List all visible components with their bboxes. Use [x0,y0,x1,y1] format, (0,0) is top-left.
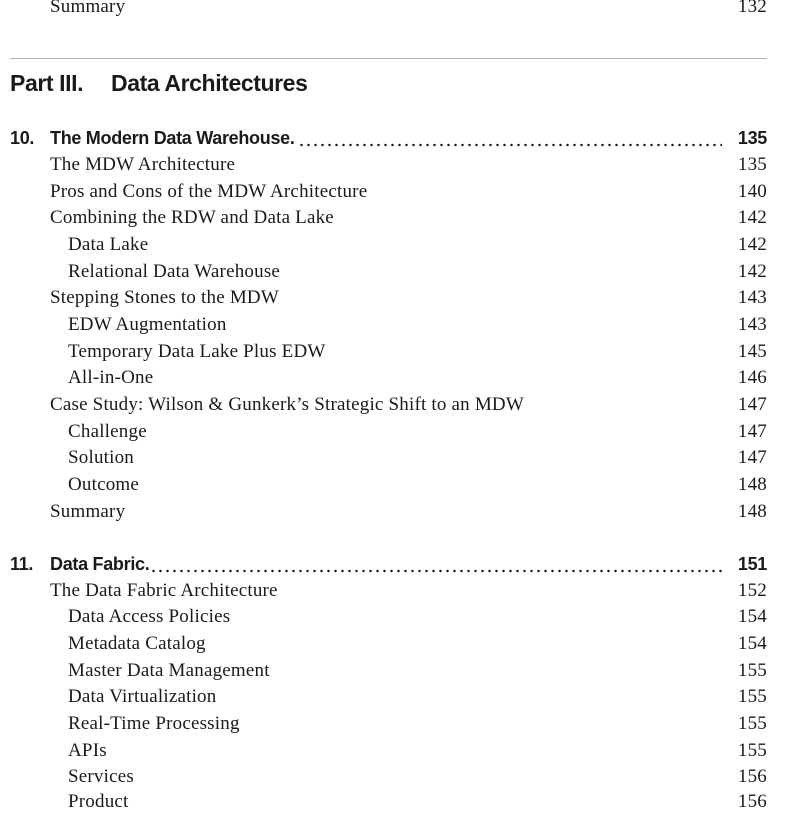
toc-subentry[interactable] [0,684,800,710]
toc-entry-label: Outcome [68,474,140,495]
toc-entry-page: 143 [737,287,767,308]
toc-entry-top-summary[interactable] [0,0,800,20]
chapter-11-heading[interactable] [0,551,800,577]
toc-entry[interactable] [0,499,800,525]
chapter-10-heading[interactable] [0,125,800,151]
toc-entry-page: 147 [737,421,767,442]
toc-entry-label: Data Access Policies [68,606,231,627]
toc-entry-page: 155 [737,740,767,761]
chapter-title: Data Fabric. [50,554,150,574]
toc-entry-label: Case Study: Wilson & Gunkerk’s Strategic Shift to an MDW [50,394,524,415]
toc-entry-label: Relational Data Warehouse [68,261,281,282]
toc-entry-page: 145 [737,341,767,362]
toc-entry-page: 148 [737,474,767,495]
toc-subentry[interactable] [0,232,800,258]
toc-entry-page: 155 [737,686,767,707]
toc-entry-page: 146 [737,367,767,388]
toc-entry[interactable] [0,578,800,604]
toc-subentry[interactable] [0,472,800,498]
toc-entry-page: 156 [737,766,767,787]
toc-entry-page: 154 [737,633,767,654]
toc-entry-label: EDW Augmentation [68,314,227,335]
toc-entry-page: 135 [737,154,767,175]
chapter-number: 10. [10,128,35,148]
toc-subentry[interactable] [0,365,800,391]
toc-entry-label: Stepping Stones to the MDW [50,287,279,308]
toc-entry-page: 143 [737,314,767,335]
toc-entry-label: Services [68,766,134,787]
toc-subentry[interactable] [0,738,800,764]
toc-entry[interactable] [0,392,800,418]
chapter-page: 151 [737,554,767,574]
toc-entry-label: The MDW Architecture [50,154,236,175]
toc-entry-page: 147 [737,447,767,468]
toc-subentry[interactable] [0,604,800,630]
toc-entry-label: Metadata Catalog [68,633,206,654]
toc-entry-label: Combining the RDW and Data Lake [50,207,334,228]
toc-entry-page: 148 [737,501,767,522]
dot-leader [150,551,722,577]
toc-subentry[interactable] [0,419,800,445]
toc-subentry[interactable] [0,339,800,365]
toc-subentry[interactable] [0,764,800,790]
toc-entry-label: Summary [50,0,126,17]
toc-entry-page: 147 [737,394,767,415]
toc-entry-page: 142 [737,261,767,282]
toc-entry-page: 132 [737,0,767,17]
toc-entry-page: 142 [737,234,767,255]
toc-entry[interactable] [0,205,800,231]
toc-entry-label: Master Data Management [68,660,270,681]
part-heading [10,66,770,100]
toc-subentry[interactable] [0,445,800,471]
toc-entry-label: APIs [68,740,107,761]
toc-entry-page: 152 [737,580,767,601]
toc-entry[interactable] [0,179,800,205]
toc-entry-page: 142 [737,207,767,228]
toc-subentry[interactable] [0,658,800,684]
toc-entry[interactable] [0,152,800,178]
toc-entry-page: 154 [737,606,767,627]
chapter-page: 135 [737,128,767,148]
chapter-number: 11. [10,554,34,574]
toc-entry-label: Pros and Cons of the MDW Architecture [50,181,368,202]
part-title: Data Architectures [111,70,308,96]
toc-subentry[interactable] [0,259,800,285]
toc-entry-label: Temporary Data Lake Plus EDW [68,341,326,362]
toc-subentry[interactable] [0,631,800,657]
toc-entry-label: Challenge [68,421,147,442]
toc-entry-label: Real-Time Processing [68,713,240,734]
toc-entry-page: 155 [737,713,767,734]
toc-subentry[interactable] [0,789,800,815]
toc-entry-label: All-in-One [68,367,154,388]
toc-entry[interactable] [0,285,800,311]
toc-entry-label: Product [68,791,129,812]
part-label: Part III. [10,70,84,96]
toc-entry-label: Data Lake [68,234,149,255]
dot-leader [298,125,722,151]
toc-entry-label: Summary [50,501,126,522]
chapter-title: The Modern Data Warehouse. [50,128,295,148]
toc-entry-label: The Data Fabric Architecture [50,580,278,601]
toc-entry-label: Solution [68,447,135,468]
toc-subentry[interactable] [0,312,800,338]
toc-subentry[interactable] [0,711,800,737]
section-divider [10,58,767,59]
toc-entry-page: 156 [737,791,767,812]
toc-entry-label: Data Virtualization [68,686,217,707]
toc-entry-page: 140 [737,181,767,202]
toc-entry-page: 155 [737,660,767,681]
